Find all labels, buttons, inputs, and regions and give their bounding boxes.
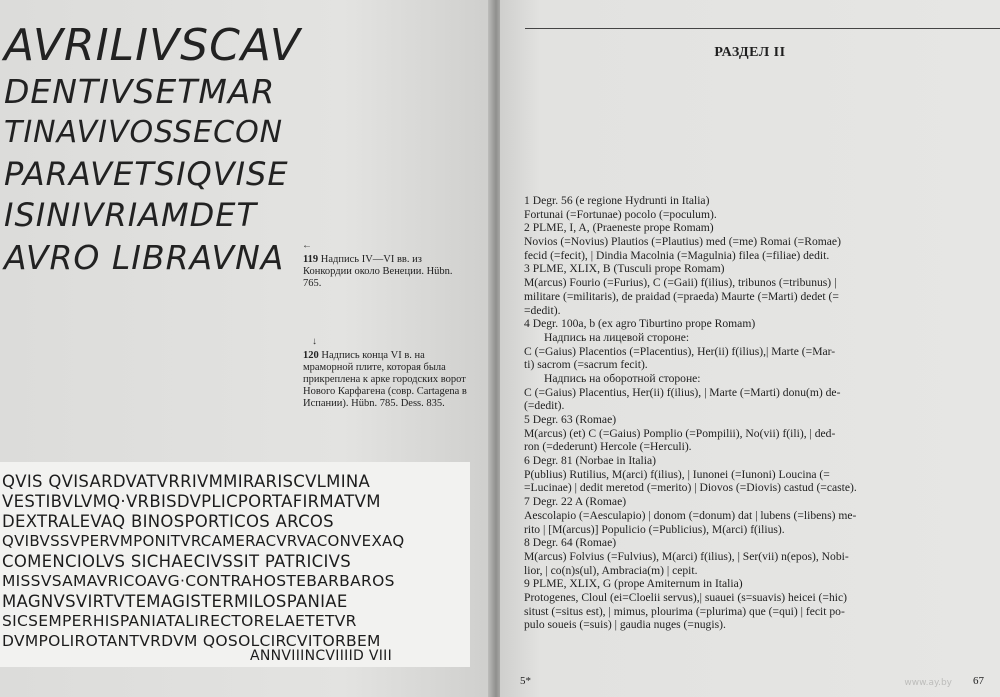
text-line: pulo soueis (=suis) | gaudia nuges (=nugis). xyxy=(524,618,726,632)
inscription-line: VESTIBVLVMQ·VRBISDVPLICPORTAFIRMATVM xyxy=(2,492,381,511)
text-line: M(arcus) (et) C (=Gaius) Pomplio (=Pompilii), No(vii) f(ili), | ded- xyxy=(524,426,836,440)
text-line: Надпись на оборотной стороне: xyxy=(544,371,701,385)
text-line: C (=Gaius) Placentius, Her(ii) f(ilius), | Marte (=Marti) donu(m) de- xyxy=(524,385,841,399)
caption-119 xyxy=(303,254,453,290)
text-line: militare (=militaris), de praidad (=praeda) Maurte (=Marti) dedet (= xyxy=(524,289,839,303)
text-line: =Lucinae) | dedit meretod (=merito) | Diovos (=Diovis) castud (=caste). xyxy=(524,481,857,495)
text-line: rito | [M(arcus)] Populicio (=Publicius), M(arci) f(ilius). xyxy=(524,522,785,536)
text-line: 6 Degr. 81 (Norbae in Italia) xyxy=(524,454,656,468)
inscription-line: ISINIVRIAMDET xyxy=(4,196,258,234)
text-block xyxy=(524,194,994,632)
text-line: =dedit). xyxy=(524,303,561,317)
text-line: (=dedit). xyxy=(524,399,565,413)
header-rule xyxy=(525,28,1000,29)
text-line: C (=Gaius) Placentios (=Placentius), Her(ii) f(ilius),| Marte (=Mar- xyxy=(524,344,836,358)
text-line: M(arcus) Folvius (=Fulvius), M(arci) f(ilius), | Ser(vii) n(epos), Nobi- xyxy=(524,549,849,563)
inscription-line: COMENCIOLVS SICHAECIVSSIT PATRICIVS xyxy=(2,552,352,571)
text-line: Fortunai (=Fortunae) pocolo (=poculum). xyxy=(524,207,717,221)
caption-text: Надпись IV—VI вв. из Конкордии около Венеции. Hübn. 765. xyxy=(303,254,453,289)
inscription-line: DVMPOLIROTANTVRDVM QOSOLCIRCVITORBEM xyxy=(2,632,381,650)
text-line: Protogenes, Cloul (ei=Cloelii servus),| suauei (s=suavis) heicei (=hic) xyxy=(524,590,847,604)
section-title: РАЗДЕЛ II xyxy=(714,45,786,60)
right-page xyxy=(500,0,1000,697)
text-line: 5 Degr. 63 (Romae) xyxy=(524,413,617,426)
text-line: 2 PLME, I, A, (Praeneste prope Romam) xyxy=(524,221,714,235)
inscription-photo-119 xyxy=(0,20,301,282)
text-line: situst (=situs est), | mimus, plourima (=plurima) que (=qui) | fecit po- xyxy=(524,604,845,618)
text-line: 3 PLME, XLIX, B (Tusculi prope Romam) xyxy=(524,262,725,276)
text-line: 1 Degr. 56 (e regione Hydrunti in Italia) xyxy=(524,194,710,207)
caption-120 xyxy=(303,350,471,410)
inscription-photo-120 xyxy=(0,462,470,667)
inscription-line: DEXTRALEVAQ BINOSPORTICOS ARCOS xyxy=(2,512,334,531)
inscription-line: AVRILIVSCAV xyxy=(4,20,301,71)
arrow-left-icon: ← xyxy=(302,240,312,251)
text-line: 9 PLME, XLIX, G (prope Amiternum in Italia) xyxy=(524,577,743,591)
text-line: lior, | co(n)s(ul), Ambracia(m) | cepit. xyxy=(524,563,698,577)
left-page xyxy=(0,0,492,697)
inscription-line: QVIBVSSVPERVMPONITVRCAMERACVRVACONVEXAQ xyxy=(2,532,405,550)
text-line: 7 Degr. 22 A (Romae) xyxy=(524,495,627,509)
inscription-line: ANNVIIINCVIIIID VIII xyxy=(250,648,393,664)
watermark: www.ay.by xyxy=(904,678,952,688)
caption-number: 119 xyxy=(303,254,319,265)
caption-text: Надпись конца VI в. на мраморной плите, которая была прикреплена к арке городских ворот Нового Карфагена (совр. Cartagena в Испании). Hübn. 785. Dess. 835. xyxy=(303,350,467,409)
text-line: Надпись на лицевой стороне: xyxy=(544,330,690,344)
text-line: fecid (=fecit), | Dindia Macolnia (=Magulnia) filea (=filiae) dedit. xyxy=(524,248,830,262)
arrow-down-icon: ↓ xyxy=(312,336,317,347)
inscription-line: MISSVSAMAVRICOAVG·CONTRAHOSTEBARBAROS xyxy=(2,572,395,590)
text-line: 8 Degr. 64 (Romae) xyxy=(524,536,617,550)
inscription-line: AVRO LIBRAVNA xyxy=(4,238,285,277)
inscription-line: MAGNVSVIRTVTEMAGISTERMILOSPANIAE xyxy=(2,592,348,611)
text-line: ron (=dederunt) Hercole (=Herculi). xyxy=(524,440,692,454)
inscription-line: PARAVETSIQVISE xyxy=(4,155,289,193)
signature-mark: 5* xyxy=(520,675,531,687)
text-line: 4 Degr. 100a, b (ex agro Tiburtino prope Romam) xyxy=(524,317,756,331)
text-line: M(arcus) Fourio (=Furius), C (=Gaii) f(ilius), tribunos (=tribunus) | xyxy=(524,276,837,290)
caption-number: 120 xyxy=(303,350,319,361)
inscription-line: QVIS QVISARDVATVRRIVMMIRARISCVLMINA xyxy=(2,472,371,491)
text-line: ti) sacrom (=sacrum fecit). xyxy=(524,358,648,372)
inscription-line: SICSEMPERHISPANIATALIRECTORELAETETVR xyxy=(2,612,357,630)
text-line: P(ublius) Rutilius, M(arci) f(ilius), | Iunonei (=Iunoni) Loucina (= xyxy=(524,467,830,481)
inscription-line: TINAVIVOSSECON xyxy=(4,115,284,150)
page-number: 67 xyxy=(973,675,984,687)
inscription-line: DENTIVSETMAR xyxy=(4,72,276,111)
text-line: Aescolapio (=Aesculapio) | donom (=donum) dat | lubens (=libens) me- xyxy=(524,508,857,522)
text-line: Novios (=Novius) Plautios (=Plautius) med (=me) Romai (=Romae) xyxy=(524,235,841,249)
